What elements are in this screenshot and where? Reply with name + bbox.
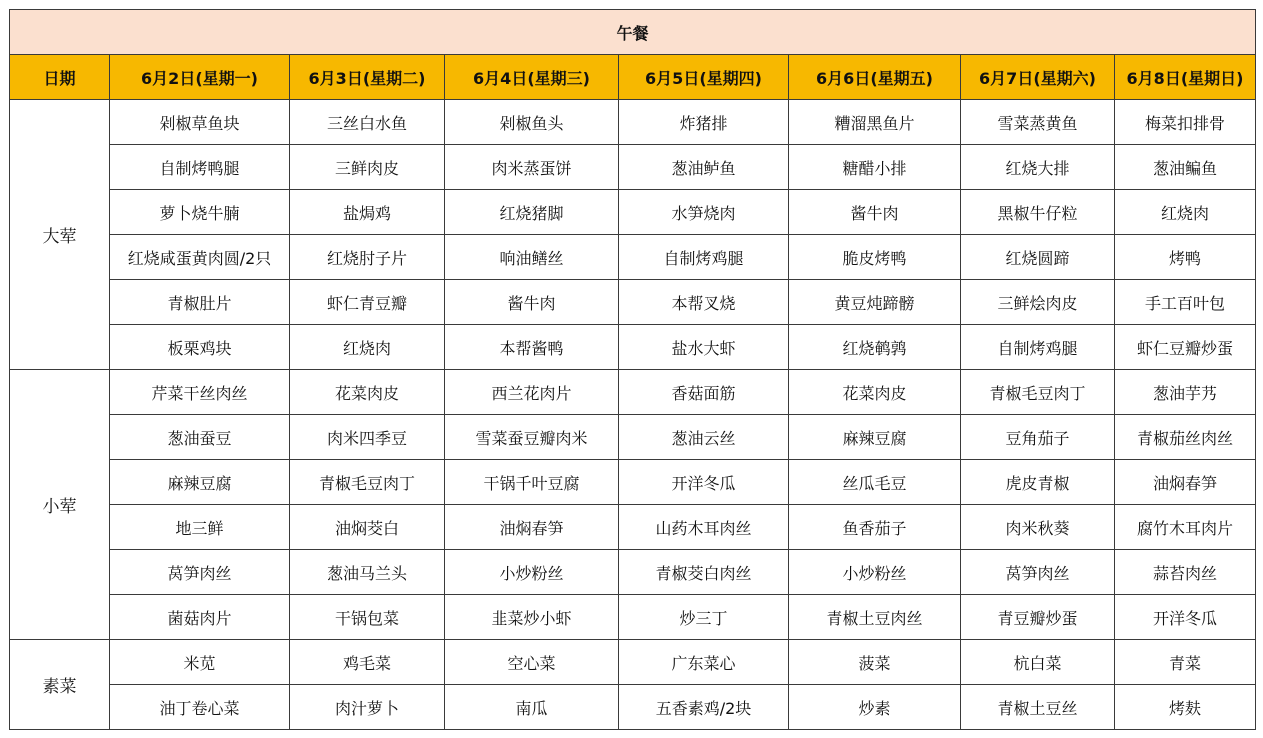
menu-title: 午餐 (10, 10, 1256, 55)
dish-cell: 肉米秋葵 (961, 505, 1115, 550)
menu-row (10, 235, 1256, 280)
dish-cell: 麻辣豆腐 (110, 460, 290, 505)
dish-cell: 脆皮烤鸭 (789, 235, 961, 280)
dish-cell: 油焖春笋 (1115, 460, 1256, 505)
menu-row (10, 100, 1256, 145)
dish-cell: 肉汁萝卜 (290, 685, 445, 730)
dish-cell: 自制烤鸡腿 (619, 235, 789, 280)
category-label: 大荤 (10, 100, 110, 370)
dish-cell: 青椒土豆肉丝 (789, 595, 961, 640)
dish-cell: 青椒肚片 (110, 280, 290, 325)
day-header: 6月5日(星期四) (619, 55, 789, 100)
day-header: 6月3日(星期二) (290, 55, 445, 100)
menu-row (10, 505, 1256, 550)
dish-cell: 油焖春笋 (445, 505, 619, 550)
title-row (10, 10, 1256, 55)
dish-cell: 空心菜 (445, 640, 619, 685)
dish-cell: 烤鸭 (1115, 235, 1256, 280)
dish-cell: 莴笋肉丝 (961, 550, 1115, 595)
dish-cell: 黑椒牛仔粒 (961, 190, 1115, 235)
dish-cell: 韭菜炒小虾 (445, 595, 619, 640)
day-header: 6月4日(星期三) (445, 55, 619, 100)
dish-cell: 本帮叉烧 (619, 280, 789, 325)
header-row (10, 55, 1256, 100)
dish-cell: 葱油云丝 (619, 415, 789, 460)
menu-row (10, 595, 1256, 640)
dish-cell: 蒜苔肉丝 (1115, 550, 1256, 595)
dish-cell: 红烧圆蹄 (961, 235, 1115, 280)
day-header: 6月7日(星期六) (961, 55, 1115, 100)
dish-cell: 葱油马兰头 (290, 550, 445, 595)
dish-cell: 剁椒鱼头 (445, 100, 619, 145)
menu-row (10, 325, 1256, 370)
dish-cell: 酱牛肉 (445, 280, 619, 325)
day-header: 6月2日(星期一) (110, 55, 290, 100)
dish-cell: 虾仁豆瓣炒蛋 (1115, 325, 1256, 370)
dish-cell: 盐焗鸡 (290, 190, 445, 235)
dish-cell: 烤麸 (1115, 685, 1256, 730)
menu-row (10, 685, 1256, 730)
dish-cell: 红烧肉 (1115, 190, 1256, 235)
dish-cell: 剁椒草鱼块 (110, 100, 290, 145)
dish-cell: 三鲜烩肉皮 (961, 280, 1115, 325)
day-header: 6月8日(星期日) (1115, 55, 1256, 100)
dish-cell: 自制烤鸡腿 (961, 325, 1115, 370)
dish-cell: 麻辣豆腐 (789, 415, 961, 460)
dish-cell: 本帮酱鸭 (445, 325, 619, 370)
dish-cell: 杭白菜 (961, 640, 1115, 685)
dish-cell: 干锅千叶豆腐 (445, 460, 619, 505)
menu-row (10, 550, 1256, 595)
lunch-menu-table-container (9, 9, 1255, 729)
dish-cell: 青椒茭白肉丝 (619, 550, 789, 595)
menu-row (10, 460, 1256, 505)
dish-cell: 盐水大虾 (619, 325, 789, 370)
dish-cell: 雪菜蚕豆瓣肉米 (445, 415, 619, 460)
dish-cell: 糖醋小排 (789, 145, 961, 190)
menu-row (10, 280, 1256, 325)
dish-cell: 红烧猪脚 (445, 190, 619, 235)
dish-cell: 菠菜 (789, 640, 961, 685)
dish-cell: 花菜肉皮 (789, 370, 961, 415)
dish-cell: 莴笋肉丝 (110, 550, 290, 595)
dish-cell: 炒三丁 (619, 595, 789, 640)
dish-cell: 雪菜蒸黄鱼 (961, 100, 1115, 145)
date-label: 日期 (10, 55, 110, 100)
dish-cell: 肉米蒸蛋饼 (445, 145, 619, 190)
dish-cell: 水笋烧肉 (619, 190, 789, 235)
dish-cell: 葱油鲈鱼 (619, 145, 789, 190)
dish-cell: 红烧咸蛋黄肉圆/2只 (110, 235, 290, 280)
dish-cell: 手工百叶包 (1115, 280, 1256, 325)
dish-cell: 酱牛肉 (789, 190, 961, 235)
dish-cell: 地三鲜 (110, 505, 290, 550)
dish-cell: 开洋冬瓜 (1115, 595, 1256, 640)
dish-cell: 广东菜心 (619, 640, 789, 685)
dish-cell: 开洋冬瓜 (619, 460, 789, 505)
dish-cell: 虎皮青椒 (961, 460, 1115, 505)
dish-cell: 响油鳝丝 (445, 235, 619, 280)
dish-cell: 香菇面筋 (619, 370, 789, 415)
dish-cell: 干锅包菜 (290, 595, 445, 640)
dish-cell: 青椒茄丝肉丝 (1115, 415, 1256, 460)
dish-cell: 葱油芋艿 (1115, 370, 1256, 415)
dish-cell: 腐竹木耳肉片 (1115, 505, 1256, 550)
dish-cell: 青菜 (1115, 640, 1256, 685)
category-label: 素菜 (10, 640, 110, 730)
dish-cell: 肉米四季豆 (290, 415, 445, 460)
dish-cell: 鱼香茄子 (789, 505, 961, 550)
menu-row (10, 415, 1256, 460)
dish-cell: 红烧鹌鹑 (789, 325, 961, 370)
day-header: 6月6日(星期五) (789, 55, 961, 100)
lunch-menu-table (9, 9, 1256, 730)
dish-cell: 梅菜扣排骨 (1115, 100, 1256, 145)
dish-cell: 小炒粉丝 (789, 550, 961, 595)
dish-cell: 小炒粉丝 (445, 550, 619, 595)
dish-cell: 虾仁青豆瓣 (290, 280, 445, 325)
dish-cell: 红烧肘子片 (290, 235, 445, 280)
menu-row (10, 370, 1256, 415)
dish-cell: 三丝白水鱼 (290, 100, 445, 145)
dish-cell: 红烧大排 (961, 145, 1115, 190)
dish-cell: 油丁卷心菜 (110, 685, 290, 730)
menu-row (10, 640, 1256, 685)
dish-cell: 青椒毛豆肉丁 (290, 460, 445, 505)
dish-cell: 青椒土豆丝 (961, 685, 1115, 730)
dish-cell: 米苋 (110, 640, 290, 685)
dish-cell: 丝瓜毛豆 (789, 460, 961, 505)
dish-cell: 青豆瓣炒蛋 (961, 595, 1115, 640)
dish-cell: 鸡毛菜 (290, 640, 445, 685)
dish-cell: 菌菇肉片 (110, 595, 290, 640)
dish-cell: 自制烤鸭腿 (110, 145, 290, 190)
dish-cell: 三鲜肉皮 (290, 145, 445, 190)
dish-cell: 青椒毛豆肉丁 (961, 370, 1115, 415)
dish-cell: 板栗鸡块 (110, 325, 290, 370)
dish-cell: 油焖茭白 (290, 505, 445, 550)
menu-body (10, 10, 1256, 730)
menu-row (10, 145, 1256, 190)
dish-cell: 炒素 (789, 685, 961, 730)
category-label: 小荤 (10, 370, 110, 640)
dish-cell: 山药木耳肉丝 (619, 505, 789, 550)
dish-cell: 豆角茄子 (961, 415, 1115, 460)
dish-cell: 炸猪排 (619, 100, 789, 145)
dish-cell: 葱油鳊鱼 (1115, 145, 1256, 190)
dish-cell: 葱油蚕豆 (110, 415, 290, 460)
dish-cell: 芹菜干丝肉丝 (110, 370, 290, 415)
dish-cell: 花菜肉皮 (290, 370, 445, 415)
dish-cell: 黄豆炖蹄髈 (789, 280, 961, 325)
dish-cell: 西兰花肉片 (445, 370, 619, 415)
dish-cell: 五香素鸡/2块 (619, 685, 789, 730)
dish-cell: 萝卜烧牛腩 (110, 190, 290, 235)
dish-cell: 红烧肉 (290, 325, 445, 370)
menu-row (10, 190, 1256, 235)
dish-cell: 南瓜 (445, 685, 619, 730)
dish-cell: 糟溜黑鱼片 (789, 100, 961, 145)
